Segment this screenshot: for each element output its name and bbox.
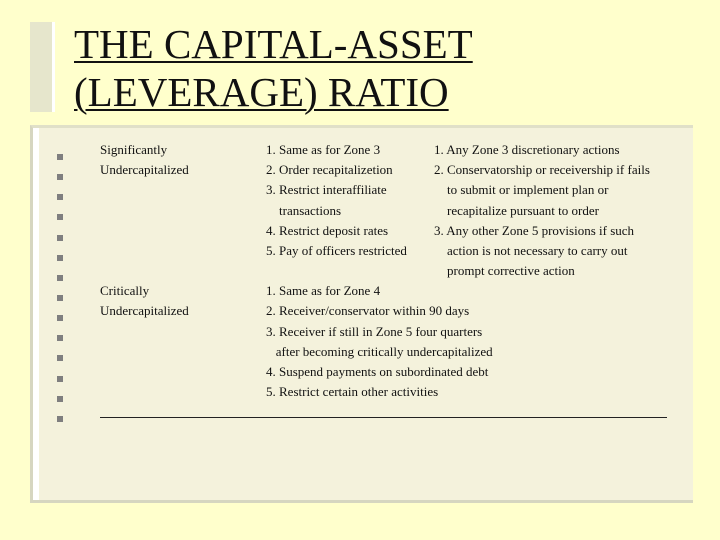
zone4-discretionary-2c: recapitalize pursuant to order bbox=[434, 203, 599, 218]
zone5-mandatory-3: 3. Receiver if still in Zone 5 four quarters bbox=[266, 324, 483, 339]
zone4-discretionary-3: 3. Any other Zone 5 provisions if such bbox=[434, 223, 635, 238]
slide-title bbox=[74, 20, 473, 116]
zone5-label-line1: Critically bbox=[100, 283, 150, 298]
title-line-2: (LEVERAGE) RATIO bbox=[74, 69, 449, 115]
bottom-rule bbox=[100, 417, 667, 418]
zone4-label-line2: Undercapitalized bbox=[100, 162, 189, 177]
zone4-mandatory-1: 1. Same as for Zone 3 bbox=[266, 142, 381, 157]
title-line-1: THE CAPITAL-ASSET bbox=[74, 21, 473, 67]
zone4-label-line1: Significantly bbox=[100, 142, 168, 157]
zone5-mandatory-5: 5. Restrict certain other activities bbox=[266, 384, 439, 399]
zone4-mandatory-4: 4. Restrict deposit rates bbox=[266, 223, 389, 238]
zone4-discretionary-3b: action is not necessary to carry out bbox=[434, 243, 628, 258]
zone5-mandatory-3b: after becoming critically undercapitalized bbox=[266, 344, 493, 359]
zone4-discretionary-3c: prompt corrective action bbox=[434, 263, 575, 278]
zone4-discretionary-2: 2. Conservatorship or receivership if fails bbox=[434, 162, 650, 177]
decorative-bar bbox=[30, 22, 55, 112]
zone4-discretionary-2b: to submit or implement plan or bbox=[434, 182, 609, 197]
zone5-mandatory-4: 4. Suspend payments on subordinated debt bbox=[266, 364, 489, 379]
zone4-mandatory-5: 5. Pay of officers restricted bbox=[266, 243, 407, 258]
zone4-mandatory-3b: transactions bbox=[266, 203, 342, 218]
zone5-label-line2: Undercapitalized bbox=[100, 303, 189, 318]
zone5-mandatory-1: 1. Same as for Zone 4 bbox=[266, 283, 381, 298]
zone4-mandatory-3: 3. Restrict interaffiliate bbox=[266, 182, 387, 197]
zone4-discretionary-1: 1. Any Zone 3 discretionary actions bbox=[434, 142, 620, 157]
zone4-mandatory-2: 2. Order recapitalizetion bbox=[266, 162, 393, 177]
zone5-mandatory-2: 2. Receiver/conservator within 90 days bbox=[266, 303, 470, 318]
